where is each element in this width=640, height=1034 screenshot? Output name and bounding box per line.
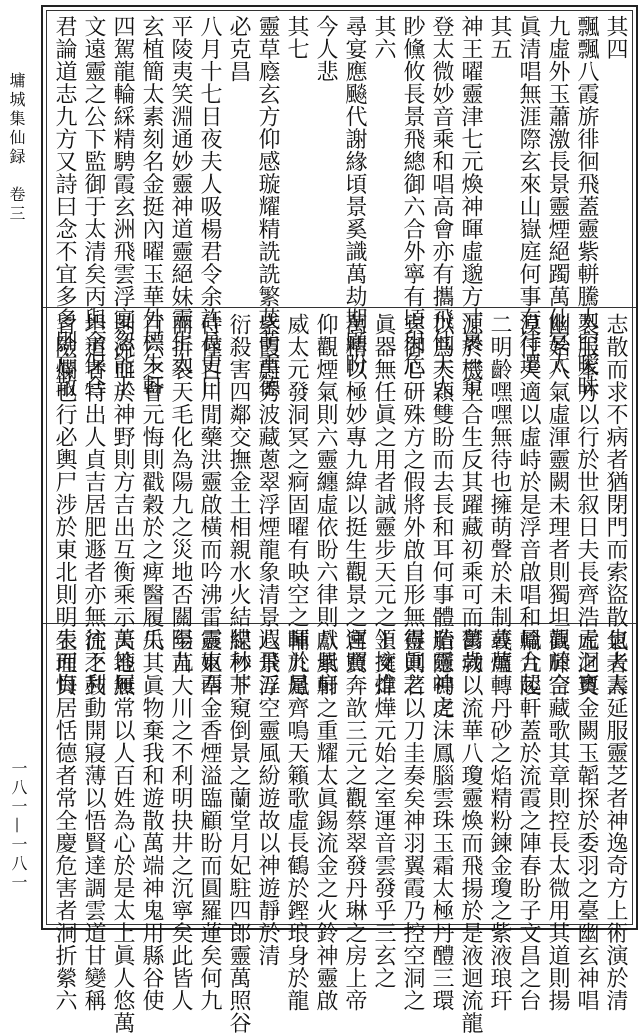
text-column: 則流血於神野則方吉出互衡乘示萬答履: [110, 313, 135, 696]
text-column: 眇儵攸長景飛總御六合外寧有頃臾危: [400, 15, 425, 375]
text-column: 衍殺害四鄰交撫金土相親水火結牒林井: [226, 313, 251, 696]
text-column: 仰觀煙氣則六靈纏虛依盼六律則八風扇: [313, 313, 338, 696]
text-column: 九虛外玉蕭激長景靈煙絕躅萬仙宴太: [545, 15, 570, 375]
text-column: 冒險爛也行必輿尸涉於東北則明表而悔: [52, 313, 77, 696]
text-column: 而折裂天毛化為陽九之災地否關陽九: [168, 313, 193, 673]
text-column: 眞清唱無涯際玄來山嶽庭何事有待遷: [516, 15, 541, 375]
text-column: 萬精以極妙專九緯以挺生觀景之運照: [342, 313, 367, 673]
text-column: 四駕龍輪綵精騁霞玄洲飛雲浮宴忽能上: [110, 15, 135, 398]
text-column: 威太元發洞冥之痾固曜有映空之暉於是: [284, 313, 309, 696]
text-column: 登太微妙音乘和唱高會亦有攜飛仙天人: [429, 15, 454, 398]
text-column: 眞器無任眞之用者誠靈步天元之領擁推: [371, 313, 396, 696]
text-column: 紀秒下窺倒景之蘭堂月妃駐四郎靈萬照谷: [226, 629, 251, 1034]
text-column: 生理貝居恬德者常全慶危害者洞折縈六: [52, 629, 77, 1012]
text-panel-middle: [49, 313, 630, 718]
text-column: 虛之奧金闕玉韜探於委羽之臺幽玄神唱: [574, 629, 599, 1012]
text-column: 必克昌: [226, 15, 251, 83]
text-column: 流之鼓動開寢薄以悟賢達調雲道甘變稱: [81, 629, 106, 1012]
book-title-margin: 墉城集仙録 卷三: [7, 72, 26, 224]
text-column: 或爐轉丹砂之焰精粉鍊金瓊之紫液琅玕: [487, 629, 512, 1012]
page-frame: [41, 5, 638, 1034]
text-column: 上文煒燁元始之室運音雲發乎三玄之: [371, 629, 396, 989]
text-column: 其四: [603, 15, 628, 60]
text-panel-bottom: [49, 629, 630, 1034]
text-column: 輪九陵軒蓋於流霞之陣春盼子文昌之台: [516, 629, 541, 1012]
text-column: 其七: [284, 15, 309, 60]
text-column: 至苗大川之不利明抉井之沉寧矣此皆人: [168, 629, 193, 1012]
text-panel-top: [49, 15, 630, 398]
text-column: 今人悲: [313, 15, 338, 83]
text-column: 八月十七日夜夫人吸楊君令余許長史曰: [197, 15, 222, 398]
text-column: 鬱勃以流華八瓊靈煥而飛揚於是液迴流龍: [458, 629, 483, 1034]
text-column: 飄飄八霞旂徘徊飛蓋靈紫軿騰太空曖昧: [574, 15, 599, 398]
text-column: 二明齡嘿嘿無待也擁萌聲於未制暮萬: [487, 313, 512, 673]
text-column: 眞暉合藏歌其章則控長太微用其道則揚: [545, 629, 570, 1012]
text-column: 胎隱鳴虎沫鳳腦雲珠玉霜太極丹醴三環: [429, 629, 454, 1012]
text-column: 紫霞蔚秀波藏蔥翠浮煙龍象清景遐飛五: [255, 313, 280, 696]
text-column: 平陵夷笑淵通妙靈神道靈絕妹靈生太: [168, 15, 193, 375]
text-column: 君論道志九方又詩曰念不宜多多則忘散: [52, 15, 77, 398]
text-column: 侍僅百川閒藥洪靈啟橫而吟沸雷震東西: [197, 313, 222, 696]
text-column: 文遠靈之公下監御于太清矣丙與余保合: [81, 15, 106, 398]
text-column: 靈妪奉金香煙溢臨顧盼而圓羅蓮矣何九: [197, 629, 222, 1012]
text-column: 神王曜靈津七元煥神暉虛邈方寸裹一窺: [458, 15, 483, 398]
text-column: 宮寶奔歆三元之觀蔡翠發丹琳之房上帝: [342, 629, 367, 1012]
text-column: 靈草廕玄方仰感璇耀精詵詵繁茂萌重德: [255, 15, 280, 398]
text-column: 尋宴應飈代謝緣頃景奚識萬劫期顧盼: [342, 15, 367, 375]
text-column: 宾御心研殊方之假將外啟自形無得眞之: [400, 313, 425, 696]
text-column: 玄植簡太素刻名金挺內曜玉華外標朱軒: [139, 15, 164, 398]
text-column: 失其眞物棄我和遊散萬端神鬼用縣谷使: [139, 629, 164, 1012]
text-column: 輔九鳳齊鳴天籟歌虛長鶴於鏗琅身於龍: [284, 629, 309, 1012]
text-column: 氣者壽延服靈芝者神逸奇方上術演於清: [603, 629, 628, 1012]
text-column: 漠任天適以虛峙於是浮音啟唱和鳳合起: [516, 313, 541, 696]
text-column: 源於機上合生反其躍藏初乘可而萬歲: [458, 313, 483, 673]
text-column: 天地無常以人百姓為心於是太上眞人悠萬: [110, 629, 135, 1034]
text-column: 獻紫軒之重耀太眞錫流金之火鈴神靈啟: [313, 629, 338, 1012]
text-column: 幽始八氣虛渾靈闕未理者則獨坦觀於空: [545, 313, 570, 696]
text-column: 百六之會元悔則戳穀於之痺醫履爪: [139, 313, 164, 651]
text-column: 志散而求不病者猶閉門而索盜散也夫人: [603, 313, 628, 696]
text-column: 以爲天穎雙盼而去長和耳何事體造靈神之: [429, 313, 454, 718]
text-column: 其六: [371, 15, 396, 60]
page-number-margin: 一八一—一八一: [9, 760, 28, 893]
text-column: 靈則若以刀圭奏矣神羽翼霞乃控空洞之: [400, 629, 425, 1012]
text-column: 坦道者特出人貞吉居肥遯者亦無往不利: [81, 313, 106, 696]
text-column: 八景浮空靈風紛遊故以神遊靜於清: [255, 629, 280, 967]
text-column: 其五: [487, 15, 512, 60]
text-column: 製服本方以行於世叙日夫長齊浩元洞寶: [574, 313, 599, 696]
